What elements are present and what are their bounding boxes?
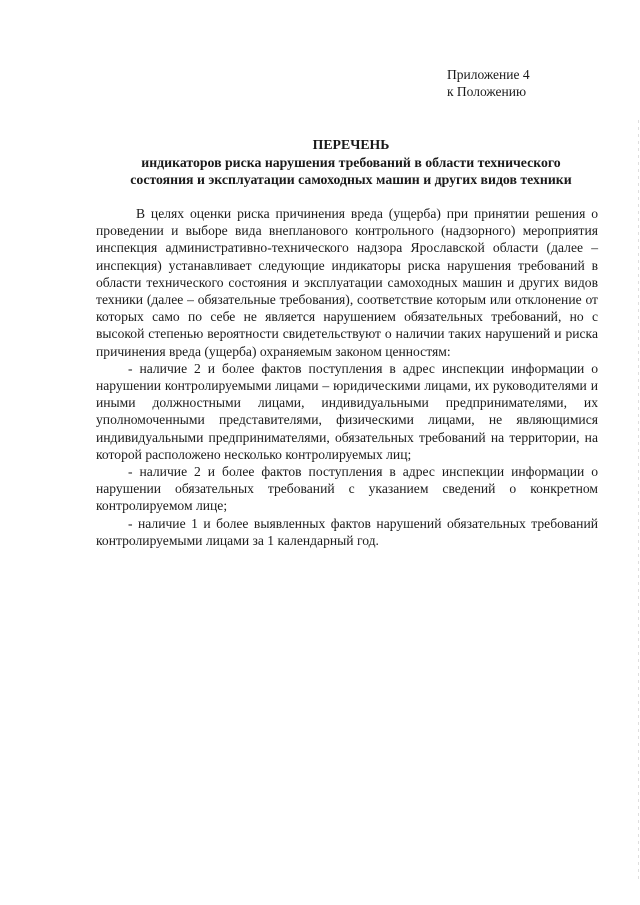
intro-paragraph: В целях оценки риска причинения вреда (ущерба) при принятии решения о проведении и выборе вида внепланового контрольного (надзорного) мероприятия инспекция административно-технического надзора Ярославской области (далее – инспекция) устанавливает следующие индикаторы риска нарушения требований в области технического состояния и эксплуатации самоходных машин и других видов техники (далее – обязательные требования), соответствие которым или отклонение от которых само по себе не является нарушением обязательных требований, но с высокой степенью вероятности свидетельствуют о наличии таких нарушений и риска причинения вреда (ущерба) охраняемым законом ценностям: [96, 206, 598, 359]
document-body [96, 205, 598, 549]
list-item: - наличие 2 и более фактов поступления в адрес инспекции информации о нарушении обязательных требований с указанием сведений о конкретном контролируемом лице; [96, 464, 598, 514]
appendix-number: Приложение 4 [447, 67, 530, 82]
title-subtitle-line-1: индикаторов риска нарушения требований в области технического [141, 154, 561, 170]
list-item: - наличие 1 и более выявленных фактов нарушений обязательных требований контролируемыми лицами за 1 календарный год. [96, 515, 598, 548]
title-subtitle-line-2: состояния и эксплуатации самоходных машин и других видов техники [130, 172, 572, 187]
appendix-reference [447, 66, 530, 100]
scan-edge-artifact [638, 120, 639, 880]
title-heading: ПЕРЕЧЕНЬ [312, 137, 390, 152]
document-title [96, 136, 606, 189]
appendix-parent-document: к Положению [447, 84, 527, 99]
list-item: - наличие 2 и более фактов поступления в адрес инспекции информации о нарушении контролируемыми лицами – юридическими лицами, их руководителями и иными должностными лицами, индивидуальными предпринимателями, их уполномоченными представителями, физическими лицами, не являющимися индивидуальными предпринимателями, обязательных требований на территории, на которой расположено несколько контролируемых лиц; [96, 360, 598, 462]
